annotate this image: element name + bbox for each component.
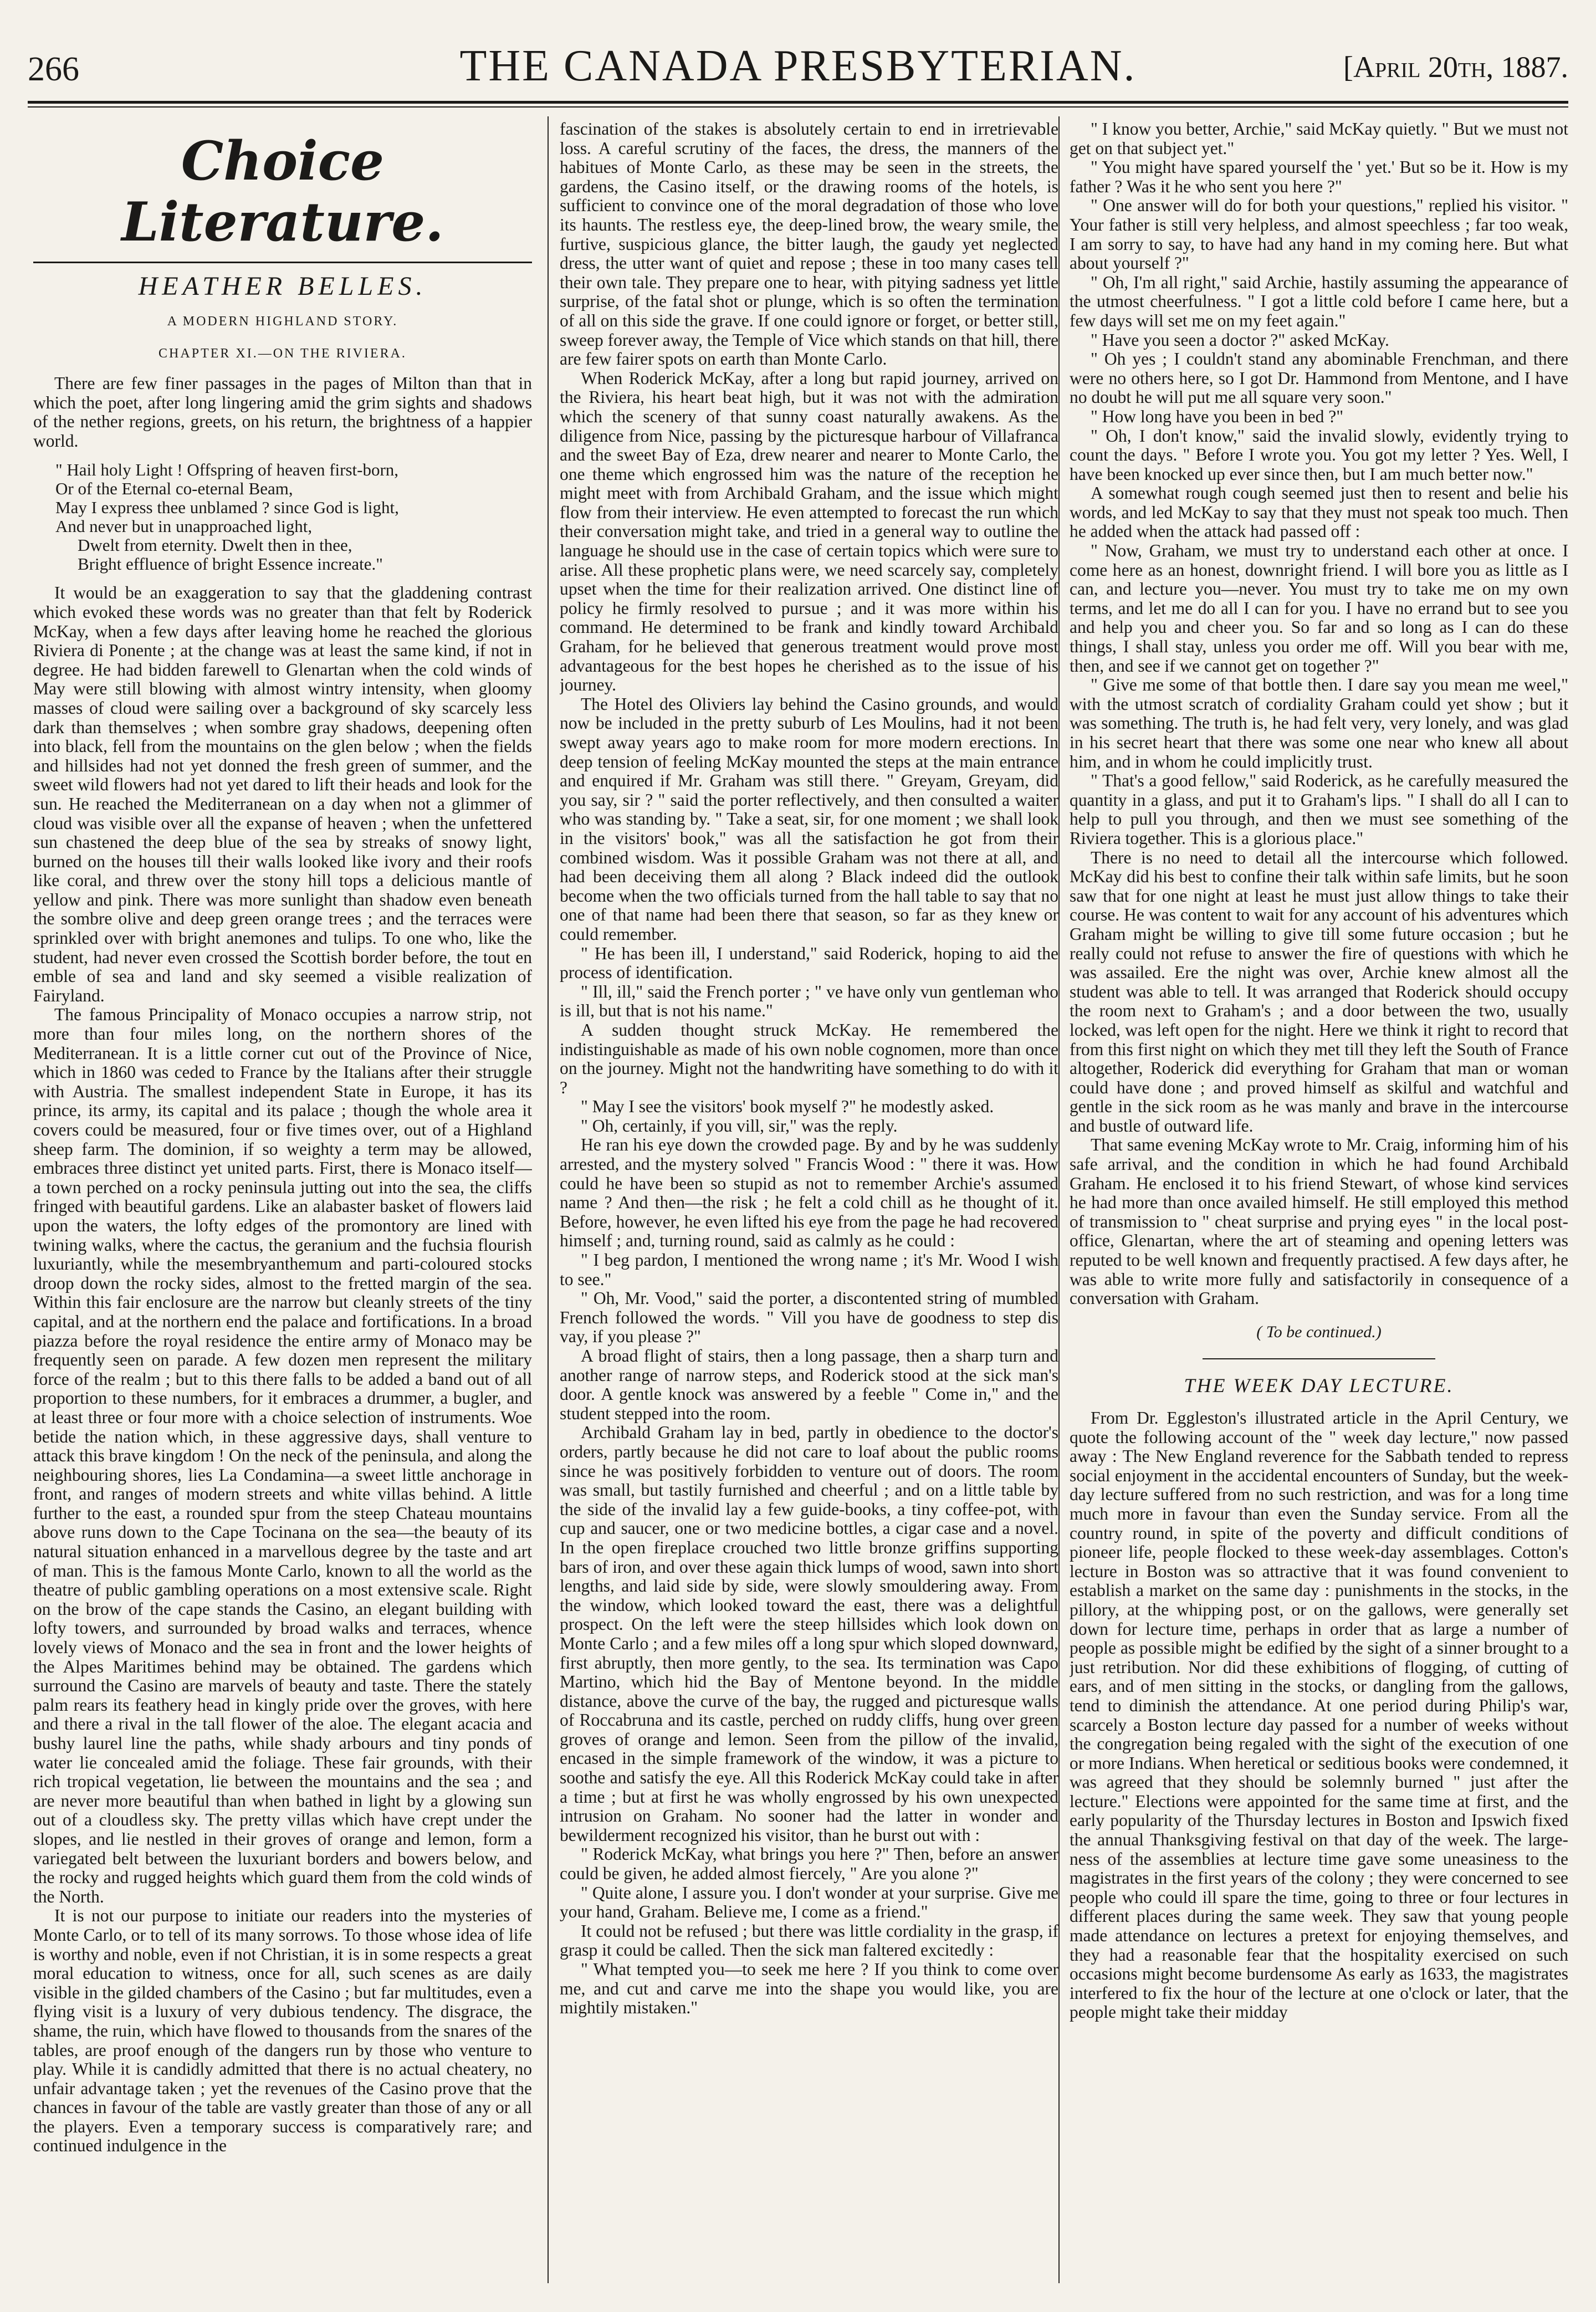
article-divider: [1203, 1358, 1435, 1359]
story-paragraph: " Now, Graham, we must try to understand each other at once. I come here as an honest, downright friend. I will bore you as little as I can, and lecture you—never. You must try to take me on my own terms, and let me do all I can for you. I have no errand but to see you and help you and cheer you. So far and so long as I can do these things, I shall stay, unless you order me off. Will you bear with me, then, and see if we cannot get on together ?": [1070, 541, 1568, 676]
story-paragraph: A somewhat rough cough seemed just then to resent and belie his words, and led McKay to say that they must not speak too much. Then he added when the attack had passed off :: [1070, 483, 1568, 541]
story-paragraph: " Oh, I'm all right," said Archie, hastily assuming the appearance of the utmost cheerfulness. " I got a little cold before I came here, but a few days will set me on my feet again.": [1070, 272, 1568, 330]
story-paragraph: A sudden thought struck McKay. He remembered the indistinguishable as made of his own noble cognomen, more than once on the journey. Might not the handwriting have something to do with it ?: [560, 1020, 1058, 1097]
story-paragraph: " I beg pardon, I mentioned the wrong name ; it's Mr. Wood I wish to see.": [560, 1250, 1058, 1289]
story-paragraph: " Give me some of that bottle then. I dare say you mean me weel," with the utmost scratch of cordiality Graham could yet show ; but it was something. The truth is, he had felt very, very lonely, and was glad in his secret heart that there was some one near who knew all about him, and in whom he could implicitly trust.: [1070, 675, 1568, 771]
story-paragraph: That same evening McKay wrote to Mr. Craig, informing him of his safe arrival, and the condition in which he had found Archibald Graham. He enclosed it to his friend Stewart, of whose kind services he had more than once availed himself. He still employed this method of transmission to " cheat surprise and prying eyes " in the local post-office, Glenartan, where the art of steaming and opening letters was reputed to be well known and frequently practised. A few days after, he was able to write more fully and satisfactorily in consequence of a conversation with Graham.: [1070, 1135, 1568, 1308]
story-paragraph: When Roderick McKay, after a long but rapid journey, arrived on the Riviera, his heart beat high, but it was not with the admiration which the scenery of that sunny coast naturally awakens. As the diligence from Nice, passing by the picturesque harbour of Villafranca and the sweet Bay of Eza, drew nearer and nearer to Monte Carlo, the one theme which engrossed him was the nature of the reception he might meet with from Archibald Graham, and the issue which might flow from their interview. He even attempted to forecast the run which their conversation might take, and tried in a general way to outline the language he should use in the case of certain topics which were sure to arise. All these prophetic plans were, we need scarcely say, completely upset when the time for their realization arrived. One distinct line of policy he firmly resolved to pursue ; and it was more within his command. He determined to be frank and kindly toward Archibald Graham, for he believed that generous treatment would prove most advantageous for the best hopes he cherished as to the issue of his journey.: [560, 368, 1058, 695]
story-paragraph: There is no need to detail all the intercourse which followed. McKay did his best to confine their talk within safe limits, but he soon saw that for one night at least he must just allow things to take their course. He was content to wait for any account of his adventures which Graham might be willing to give till some future occasion ; but he really could not refuse to answer the fire of questions with which he was assailed. Ere the night was over, Archie knew almost all the student was able to tell. It was arranged that Roderick should occupy the room next to Graham's ; and a door between the two, usually locked, was left open for the night. Here we think it right to record that from this first night on which they met till they left the South of France altogether, Roderick did everything for Graham that man or woman could have done ; and proved himself as skilful and watchful and gentle in the sick room as he was manly and brave in the intercourse and bustle of outward life.: [1070, 847, 1568, 1135]
story-paragraph: The Hotel des Oliviers lay behind the Casino grounds, and would now be included in the pretty suburb of Les Moulins, had it not been swept away years ago to make room for more modern erections. In deep tension of feeling McKay mounted the steps at the main entrance and enquired if Mr. Graham was still there. " Greyam, Greyam, did you say, sir ? " said the porter reflectively, and then consulted a waiter who was standing by. " Take a seat, sir, for one moment ; we shall look in the visitors' book," was all the satisfaction he got from their combined wisdom. Was it possible Graham was not there at all, and had been deceiving them all along ? Black indeed did the outlook become when the two officials turned from the hall table to say that no one of that name had been there that season, so far as they knew or could remember.: [560, 694, 1058, 944]
story-paragraph: " He has been ill, I understand," said Roderick, hoping to aid the process of identification.: [560, 943, 1058, 983]
column-1: [33, 120, 532, 2292]
story-paragraph: " How long have you been in bed ?": [1091, 406, 1344, 426]
story-paragraph: It is not our purpose to initiate our readers into the mysteries of Monte Carlo, or to tell of its many sorrows. To those whose idea of life is worthy and noble, even if not Christian, it is in some respects a great moral education to witness, once for all, such scenes as are daily visible in the gilded chambers of the Casino ; but far multitudes, even a flying visit is a luxury of very dubious tendency. The disgrace, the shame, the ruin, which have flowed to thousands from the snares of the tables, are proof enough of the dangers run by those who venture to play. While it is candidly admitted that there is no actual cheatery, no unfair advantage taken ; yet the revenues of the Casino prove that the chances in favour of the table are vastly greater than those of any or all the players. Even a temporary success is comparatively rare; and continued indulgence in the: [33, 1906, 532, 2156]
story-paragraph: " That's a good fellow," said Roderick, as he carefully measured the quantity in a glass, and put it to Graham's lips. " I shall do all I can to help to pull you through, and then we must see something of the Riviera together. This is a glorious place.": [1070, 771, 1568, 848]
chapter-heading: CHAPTER XI.—ON THE RIVIERA.: [158, 346, 407, 361]
story-paragraph: " I know you better, Archie," said McKay quietly. " But we must not get on that subject yet.": [1070, 120, 1568, 158]
story-title: HEATHER BELLES.: [138, 272, 427, 301]
story-paragraph: " Oh, Mr. Vood," said the porter, a discontented string of mumbled French followed the words. " Vill you have de goodness to step dis vay, if you please ?": [560, 1288, 1058, 1347]
story-paragraph: " Quite alone, I assure you. I don't wonder at your surprise. Give me your hand, Graham. Believe me, I come as a friend.": [560, 1883, 1058, 1922]
story-paragraph: " Have you seen a doctor ?" asked McKay.: [1091, 330, 1389, 350]
story-paragraph: He ran his eye down the crowded page. By and by he was suddenly arrested, and the mystery solved " Francis Wood : " there it was. How could he have been so stupid as not to remember Archie's assumed name ? And then—the risk ; he felt a cold chill as he thought of it. Before, however, he even lifted his eye from the page he had recovered himself ; and, turning round, said as calmly as he could :: [560, 1135, 1058, 1251]
page-number: 266: [28, 50, 79, 88]
section-title: Choice Literature.: [33, 131, 532, 263]
story-paragraph: " You might have spared yourself the ' yet.' But so be it. How is my father ? Was it he who sent you here ?": [1070, 157, 1568, 196]
poem-line: " Hail holy Light ! Offspring of heaven first-born,: [55, 460, 399, 480]
story-paragraph: " May I see the visitors' book myself ?" he modestly asked.: [581, 1097, 994, 1117]
poem-quote: [55, 461, 532, 574]
story-paragraph: " Oh, I don't know," said the invalid slowly, evidently trying to count the days. " Before I wrote you. You got my letter ? Yes. Well, I have been knocked up ever since then, but I am much better now.": [1070, 426, 1568, 484]
article-title: THE WEEK DAY LECTURE.: [1184, 1374, 1454, 1397]
poem-line: Or of the Eternal co-eternal Beam,: [55, 479, 293, 499]
article-paragraph: From Dr. Eggleston's illustrated article in the April Century, we quote the following account of the " week day lecture," now passed away : The New England reverence for the Sabbath tended to repress social enjoyment in the accidental encounters of Sunday, but the week-day lecture suffered from no such restriction, and was for a long time much more in favour than even the Sunday service. From all the country round, in spite of the poverty and difficult conditions of pioneer life, people flocked to these week-day assemblages. Cotton's lecture in Boston was so attractive that it was found convenient to establish a market on the same day : punishments in the stocks, in the pillory, at the whipping post, or on the gallows, were generally set down for lecture time, perhaps in order that as large a number of people as possible might be edified by the sight of a sinner brought to a just retribution. Nor did these exhibitions of flogging, of cutting of ears, and of men sitting in the stocks, or dangling from the gallows, tend to diminish the attendance. At one period during Philip's war, scarcely a Boston lecture day passed for a number of weeks without the congregation being regaled with the sight of the execution of one or more Indians. When heretical or seditious books were condemned, it was agreed that they should be solemnly burned " just after the lecture." Elections were appointed for the same time at first, and the early popularity of the Thursday lectures in Boston and Ipswich fixed the annual Thanksgiving festival on that day of the week. The large-ness of the assemblies at lecture time gave some uneasiness to the magistrates in the first years of the colony ; they were concerned to see people who could ill spare the time, going to three or four lectures in different places during the same week. They saw that young people made attendance on lectures a pretext for enjoying themselves, and they had a reasonable fear that the hospitality exercised on such occasions might become burdensome As early as 1633, the magistrates interfered to fix the hour of the lecture at one o'clock or later, that the people might take their midday: [1070, 1408, 1568, 2022]
story-paragraph: " Oh, certainly, if you vill, sir," was the reply.: [581, 1116, 898, 1135]
story-paragraph: Archibald Graham lay in bed, partly in obedience to the doctor's orders, partly because he did not care to loaf about the public rooms since he was positively forbidden to venture out of doors. The room was small, but tastily furnished and cheerful ; and on a little table by the side of the invalid lay a few guide-books, a tiny coffee-pot, with cup and saucer, one or two medicine bottles, a cigar case and a novel. In the open fireplace crouched two little bronze griffins supporting bars of iron, and over these again thick lumps of wood, sawn into short lengths, and laid side by side, were slowly smouldering away. From the window, which looked toward the east, there was a delightful prospect. On the left were the steep hillsides which look down on Monte Carlo ; and a few miles off a long spur which sloped downward, first abruptly, then more gently, to the sea. Its termination was Capo Martino, which hid the Bay of Mentone beyond. In the middle distance, above the curve of the bay, the rugged and picturesque walls of Roccabruna and its castle, perched on ruddy cliffs, hung over green groves of orange and lemon. Seen from the pillow of the invalid, encased in the simple framework of the window, it was a picture to soothe and satisfy the eye. All this Roderick McKay could take in after a time ; but at first he was wholly engrossed by his own unexpected intrusion on Graham. No sooner had the latter in wonder and bewilderment recognized his visitor, than he burst out with :: [560, 1423, 1058, 1845]
column-divider: [1058, 116, 1060, 2283]
story-paragraph: " Roderick McKay, what brings you here ?" Then, before an answer could be given, he added almost fiercely, " Are you alone ?": [560, 1844, 1058, 1884]
story-paragraph: A broad flight of stairs, then a long passage, then a sharp turn and another range of narrow steps, and Roderick stood at the sick man's door. A gentle knock was answered by a feeble " Come in," and the student stepped into the room.: [560, 1346, 1058, 1423]
story-paragraph: " What tempted you—to seek me here ? If you think to come over me, and cut and carve me into the shape you would like, you are mightily mistaken.": [560, 1960, 1058, 2018]
story-paragraph: It would be an exaggeration to say that the gladdening contrast which evoked these words was no greater than that felt by Roderick McKay, when a few days after leaving home he reached the glorious Riviera di Ponente ; at the change was at least the same kind, if not in degree. He had bidden farewell to Glenartan when the cold winds of May were still blowing with almost wintry intensity, when gloomy masses of cloud were sailing over a background of sky scarcely less dark than themselves ; when sombre gray shadows, deepening often into black, fell from the mountains on the glen below ; when the fields and hillsides had not yet donned the fresh green of summer, and the sweet wild flowers had not yet dared to lift their heads and look for the sun. He reached the Mediterranean on a day when not a glimmer of cloud was visible over all the expanse of heaven ; when the unfettered sun chastened the deep blue of the sea by streaks of snowy light, burned on the houses till their walls looked like ivory and their roofs like coral, and threw over the stony hill tops a delicious mantle of yellow and pink. There was more sunlight than shadow even beneath the sombre olive and deep green orange trees ; and the terraces were sprinkled over with bright anemones and tulips. To one who, like the student, had never even crossed the Scottish border before, the tout en emble of sea and land and sky seemed a visible realization of Fairyland.: [33, 583, 532, 1005]
story-paragraph: fascination of the stakes is absolutely certain to end in irretrievable loss. A careful scrutiny of the faces, the dress, the manners of the habitues of Monte Carlo, as these may be seen in the streets, the gardens, the Casino itself, or the drawing rooms of the hotels, is sufficient to convince one of the moral degradation of those who love its haunts. The restless eye, the deep-lined brow, the weary smile, the furtive, suspicious glance, the bitter laugh, the gaudy yet neglected dress, the utter want of quiet and repose ; these in too many cases tell their own tale. They prepare one to hear, with pitying sadness yet little surprise, of the fatal shot or plunge, which is so often the termination of all on this side the grave. If one could ignore or forget, or better still, sweep forever away, the Temple of Vice which stands on that hill, there are few fairer spots on earth than Monte Carlo.: [560, 120, 1058, 369]
story-paragraph: " Oh yes ; I couldn't stand any abominable Frenchman, and there were no others here, so I got Dr. Hammond from Mentone, and I have no doubt he will put me all square very soon.": [1070, 349, 1568, 407]
poem-line: May I express thee unblamed ? since God is light,: [55, 498, 399, 518]
story-paragraph: The famous Principality of Monaco occupies a narrow strip, not more than four miles long, on the northern shores of the Mediterranean. It is a little corner cut out of the Province of Nice, which in 1860 was ceded to France by the Italians after their struggle with Austria. The smallest independent State in Europe, it has its prince, its army, its capital and its palace ; though the whole area it covers could be measured, four or five times over, out of a Highland sheep farm. The dominion, if so weighty a term may be allowed, embraces three distinct yet united parts. First, there is Monaco itself—a town perched on a rocky peninsula jutting out into the sea, the cliffs fringed with beautiful gardens. Like an alabaster basket of flowers laid upon the waters, the lofty edges of the promontory are lined with twining walks, where the cactus, the geranium and the fuchsia flourish luxuriantly, while the mesembryanthemum and parti-coloured stocks droop down the rocky sides, almost to the fretted margin of the sea. Within this fair enclosure are the narrow but cleanly streets of the tiny capital, and at the northern end the palace and fortifications. In a broad piazza before the royal residence the entire army of Monaco may be frequently seen on parade. A few dozen men represent the military force of the realm ; but to this there falls to be added a band out of all proportion to these numbers, for it embraces a drummer, a bugler, and at least three or four more with a choice selection of instruments. Woe betide the nation which, in these aggressive days, shall venture to attack this brave kingdom ! On the neck of the peninsula, and along the neighbouring shores, lies La Condamina—a sweet little anchorage in front, and ranges of modern streets and white villas behind. A little further to the east, a rounded spur from the steep Chateau mountains above runs down to the Cape Tocinana on the sea—the beauty of its natural situation enhanced in a marvellous degree by the taste and art of man. This is the famous Monte Carlo, known to all the world as the theatre of public gambling operations on a most extensive scale. Right on the brow of the cape stands the Casino, an elegant building with lofty towers, and surrounded by broad walks and terraces, whence lovely views of Monaco and the sea in front and the lower heights of the Alpes Maritimes behind may be obtained. The gardens which surround the Casino are marvels of beauty and taste. There the stately palm rears its feathery head in kingly pride over the groves, with here and there a rival in the tall flower of the aloe. The elegant acacia and bushy laurel line the paths, while shady arbours and tiny ponds of water lie concealed amid the foliage. These fair grounds, with their rich tropical vegetation, lie between the mountains and the sea ; and are never more beautiful than when bathed in light by a glowing sun out of a cloudless sky. The pretty villas which have crept under the slopes, and lie nestled in their groves of orange and lemon, form a variegated belt between the luxuriant borders and bowers below, and the rocky and rugged heights which guard them from the cold winds of the North.: [33, 1005, 532, 1906]
story-paragraph: " Ill, ill," said the French porter ; " ve have only vun gentleman who is ill, but that is not his name.": [560, 981, 1058, 1021]
story-paragraph: " One answer will do for both your questions," replied his visitor. " Your father is still very helpless, and almost speechless ; far too weak, I am sorry to say, to have had any hand in my coming here. But what about yourself ?": [1070, 196, 1568, 273]
masthead: [28, 22, 1568, 105]
masthead-rule: [28, 101, 1568, 104]
issue-date: [April 20th, 1887.: [1343, 50, 1568, 84]
column-2: [560, 120, 1058, 2292]
story-subtitle: A MODERN HIGHLAND STORY.: [167, 314, 398, 329]
masthead-rule-thin: [28, 106, 1568, 108]
to-be-continued: ( To be continued.): [1256, 1322, 1382, 1341]
column-3: [1070, 120, 1568, 2292]
poem-line: And never but in unapproached light,: [55, 516, 313, 536]
column-divider: [548, 116, 549, 2283]
poem-line: Dwelt from eternity. Dwelt then in thee,: [78, 535, 352, 555]
newspaper-title: THE CANADA PRESBYTERIAN.: [459, 42, 1137, 90]
story-paragraph: It could not be refused ; but there was little cordiality in the grasp, if grasp it could be called. Then the sick man faltered excitedly :: [560, 1921, 1058, 1960]
story-intro: There are few finer passages in the pages of Milton than that in which the poet, after long lingering amid the grim sights and shadows of the nether regions, greets, on his return, the brightness of a happier world.: [33, 374, 532, 451]
poem-line: Bright effluence of bright Essence increate.": [78, 554, 383, 574]
